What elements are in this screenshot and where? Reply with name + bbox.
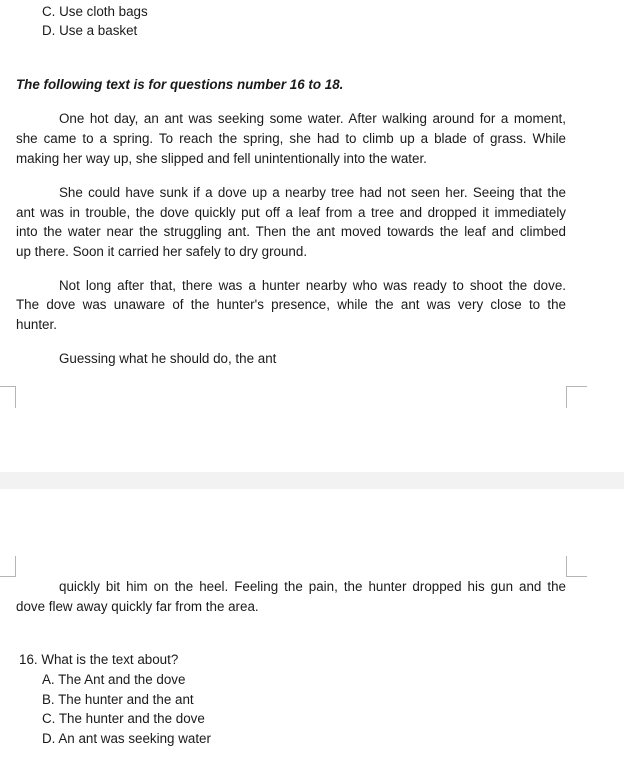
paragraph-2-line-4: up there. Soon it carried her safely to dry ground. xyxy=(16,244,308,259)
paragraph-1-line-3: making her way up, she slipped and fell unintentionally into the water. xyxy=(16,151,427,166)
crop-mark-bottom-right xyxy=(566,556,587,577)
paragraph-2-line-3: into the water near the struggling ant. Then the ant moved towards the leaf and climbed xyxy=(16,224,566,239)
question-16-option-c: C. The hunter and the dove xyxy=(42,711,205,726)
question-16-option-d: D. An ant was seeking water xyxy=(42,731,211,746)
paragraph-3-line-1: Not long after that, there was a hunter nearby who was ready to shoot the dove. xyxy=(59,278,566,293)
paragraph-2-line-1: She could have sunk if a dove up a nearby tree had not seen her. Seeing that the xyxy=(59,185,566,200)
crop-mark-bottom-left xyxy=(0,556,16,577)
question-16: 16. What is the text about? xyxy=(19,652,179,667)
question-16-option-a: A. The Ant and the dove xyxy=(42,672,186,687)
paragraph-4-start: Guessing what he should do, the ant xyxy=(59,351,277,366)
paragraph-4-line-2: dove flew away quickly far from the area. xyxy=(16,599,259,614)
paragraph-1-line-1: One hot day, an ant was seeking some water. After walking around for a moment, xyxy=(59,111,566,126)
paragraph-3-line-2: The dove was unaware of the hunter's presence, while the ant was very close to the xyxy=(16,297,566,312)
paragraph-3-line-3: hunter. xyxy=(16,317,57,332)
crop-mark-top-right xyxy=(566,386,587,408)
option-c-prev: C. Use cloth bags xyxy=(42,4,148,19)
paragraph-2-line-2: ant was in trouble, the dove quickly put off a leaf from a tree and dropped it immediately xyxy=(16,205,566,220)
question-16-option-b: B. The hunter and the ant xyxy=(42,692,194,707)
paragraph-1-line-2: she came to a spring. To reach the spring, she had to climb up a blade of grass. While xyxy=(16,131,566,146)
crop-mark-top-left xyxy=(0,386,16,408)
option-d-prev: D. Use a basket xyxy=(42,23,138,38)
page-break xyxy=(0,472,624,489)
paragraph-4-line-1: quickly bit him on the heel. Feeling the pain, the hunter dropped his gun and the xyxy=(59,579,566,594)
passage-heading: The following text is for questions number 16 to 18. xyxy=(16,77,344,92)
